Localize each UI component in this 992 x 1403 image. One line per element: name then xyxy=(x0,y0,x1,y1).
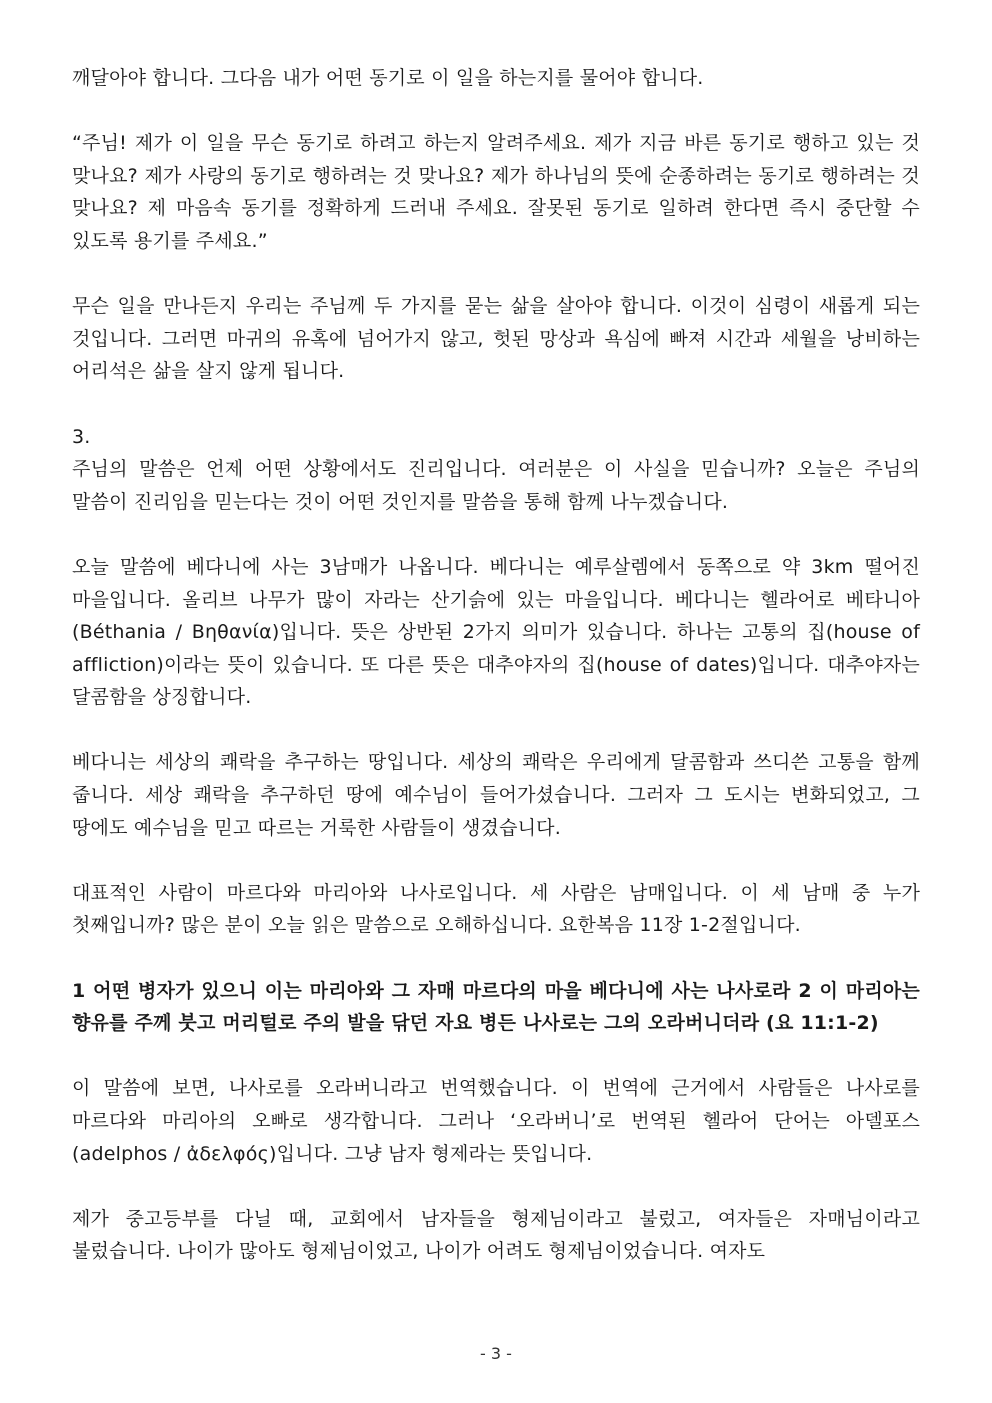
paragraph-two-questions: 무슨 일을 만나든지 우리는 주님께 두 가지를 묻는 삶을 살아야 합니다. 이것이 심령이 새롭게 되는 것입니다. 그러면 마귀의 유혹에 넘어가지 않고, 헛된 망상과 욕심에 빠져 시간과 세월을 낭비하는 어리석은 삶을 살지 않게 됩니다. xyxy=(72,295,920,383)
page-number: - 3 - xyxy=(480,1344,512,1363)
paragraph-adelphos: 이 말씀에 보면, 나사로를 오라버니라고 번역했습니다. 이 번역에 근거에서 사람들은 나사로를 마르다와 마리아의 오빠로 생각합니다. 그러나 ‘오라버니’로 번역된 헬라어 단어는 아델포스(adelphos / ἀδελφός)입니다. 그냥 남자 형제라는 뜻입니다. xyxy=(72,1077,920,1165)
scripture-quote: 1 어떤 병자가 있으니 이는 마리아와 그 자매 마르다의 마을 베다니에 사는 나사로라 2 이 마리아는 향유를 주께 붓고 머리털로 주의 발을 닦던 자요 병든 나사로는 그의 오라버니더라 (요 11:1-2) xyxy=(72,979,920,1035)
paragraph-church-memory: 제가 중고등부를 다닐 때, 교회에서 남자들을 형제님이라고 불렀고, 여자들은 자매님이라고 불렀습니다. 나이가 많아도 형제님이었고, 나이가 어려도 형제님이었습니다. 여자도 xyxy=(72,1207,920,1263)
paragraph-truth-intro: 주님의 말씀은 언제 어떤 상황에서도 진리입니다. 여러분은 이 사실을 믿습니까? 오늘은 주님의 말씀이 진리임을 믿는다는 것이 어떤 것인지를 말씀을 통해 함께 나누겠습니다. xyxy=(72,458,920,513)
paragraph-bethany: 오늘 말씀에 베다니에 사는 3남매가 나옵니다. 베다니는 예루살렘에서 동쪽으로 약 3km 떨어진 마을입니다. 올리브 나무가 많이 자라는 산기슭에 있는 마을입니다. 베다니는 헬라어로 베타니아(Béthania / Βηθανία)입니다. 뜻은 상반된 2가지 의미가 있습니다. 하나는 고통의 집(house of affliction)이라는 뜻이 있습니다. 또 다른 뜻은 대추야자의 집(house of dates)입니다. 대추야자는 달콤함을 상징합니다. xyxy=(72,555,920,709)
section-number: 3. xyxy=(72,425,91,448)
paragraph-pleasure: 베다니는 세상의 쾌락을 추구하는 땅입니다. 세상의 쾌락은 우리에게 달콤함과 쓰디쓴 고통을 함께 줍니다. 세상 쾌락을 추구하던 땅에 예수님이 들어가셨습니다. 그러자 그 도시는 변화되었고, 그 땅에도 예수님을 믿고 따르는 거룩한 사람들이 생겼습니다. xyxy=(72,751,920,839)
paragraph-continuation: 깨달아야 합니다. 그다음 내가 어떤 동기로 이 일을 하는지를 물어야 합니다. xyxy=(72,67,704,89)
paragraph-prayer-quote: “주님! 제가 이 일을 무슨 동기로 하려고 하는지 알려주세요. 제가 지금 바른 동기로 행하고 있는 것 맞나요? 제가 사랑의 동기로 행하려는 것 맞나요? 제가 하나님의 뜻에 순종하려는 동기로 행하려는 것 맞나요? 제 마음속 동기를 정확하게 드러내 주세요. 잘못된 동기로 일하려 한다면 즉시 중단할 수 있도록 용기를 주세요.” xyxy=(72,132,920,252)
paragraph-siblings: 대표적인 사람이 마르다와 마리아와 나사로입니다. 세 사람은 남매입니다. 이 세 남매 중 누가 첫째입니까? 많은 분이 오늘 읽은 말씀으로 오해하십니다. 요한복음 11장 1-2절입니다. xyxy=(72,881,920,937)
